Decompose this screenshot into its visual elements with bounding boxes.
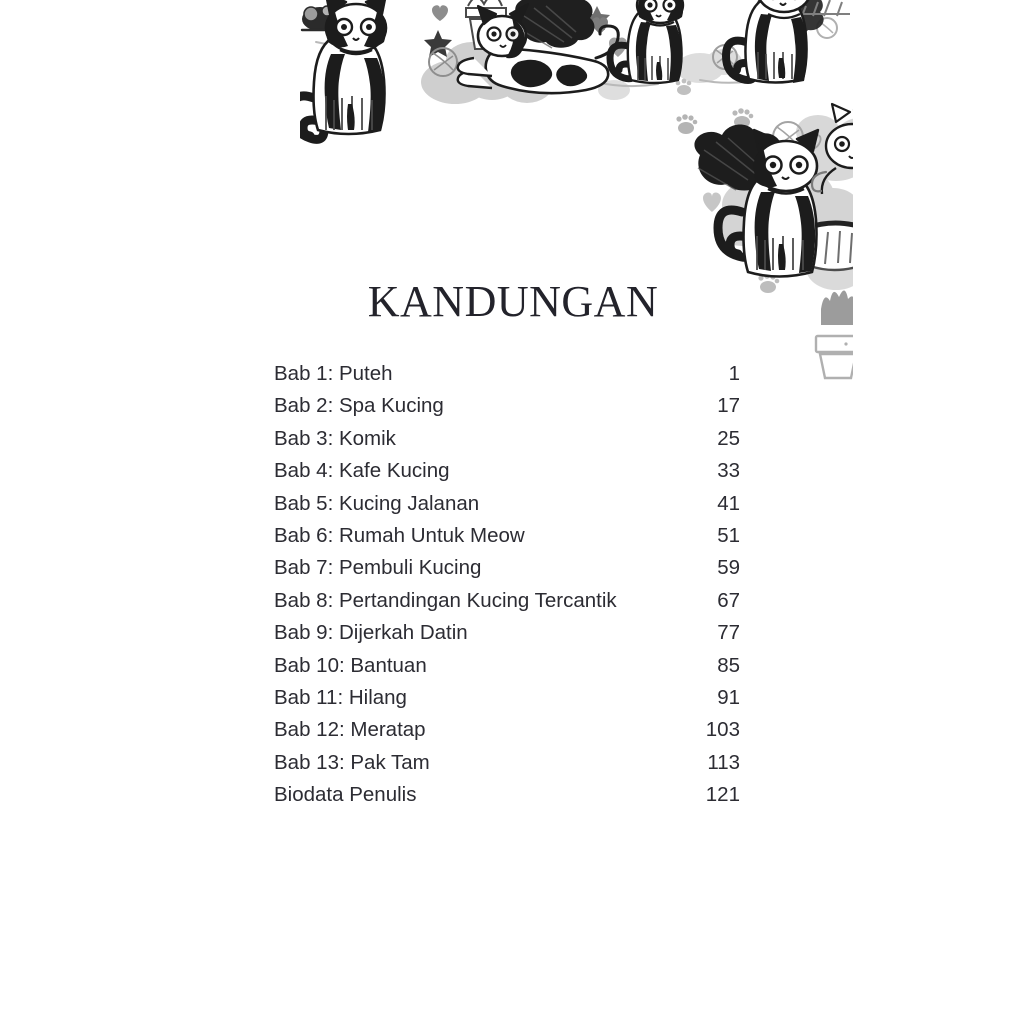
table-of-contents-list — [274, 358, 740, 811]
yarn-ball-doodle — [713, 45, 737, 69]
star-doodle — [584, 6, 610, 30]
toc-entry — [274, 520, 740, 552]
star-doodle — [424, 30, 452, 57]
toc-entry-page-number: 51 — [717, 523, 740, 547]
plant-pot-doodle — [466, 0, 506, 49]
toc-entry — [274, 779, 740, 811]
toc-entry-page-number: 17 — [717, 394, 740, 418]
toc-entry-label: Bab 7: Pembuli Kucing — [274, 556, 482, 580]
scribble-cloud-doodle — [694, 125, 783, 191]
cloud-shape — [319, 39, 553, 104]
sitting-cat-doodle — [610, 0, 684, 83]
scribble-cloud-doodle — [515, 0, 594, 48]
heart-doodle — [609, 38, 627, 57]
toc-entry — [274, 390, 740, 422]
yarn-ball-doodle — [773, 122, 821, 152]
heart-doodle — [592, 17, 608, 34]
heart-doodle — [703, 193, 721, 212]
toc-entry-page-number: 25 — [717, 426, 740, 450]
toc-entry — [274, 747, 740, 779]
toc-entry-page-number: 1 — [728, 362, 740, 385]
toc-entry-page-number: 85 — [717, 653, 740, 677]
toc-entry-page-number: 59 — [717, 556, 740, 580]
toc-entry-label: Bab 5: Kucing Jalanan — [274, 491, 480, 515]
sitting-cat-doodle — [726, 0, 810, 83]
yarn-ball-doodle — [817, 18, 837, 38]
mouse-doodle — [302, 6, 362, 31]
cat-doodle-decoration — [0, 0, 1024, 400]
toc-entry-label: Bab 12: Meratap — [274, 718, 426, 742]
toc-entry — [274, 714, 740, 746]
sitting-cat-doodle — [812, 102, 878, 194]
cushion-doodle — [806, 223, 864, 270]
toc-entry-label: Bab 11: Hilang — [274, 685, 407, 709]
paw-print-doodle — [676, 79, 692, 95]
toc-entry — [274, 682, 740, 714]
toc-entry-label: Biodata Penulis — [274, 783, 417, 807]
scribble-cloud-doodle — [757, 0, 824, 36]
paw-print-doodle — [732, 108, 753, 128]
toc-entry — [274, 552, 740, 584]
sitting-cat-doodle — [718, 130, 818, 277]
toc-entry — [274, 423, 740, 455]
toc-entry-label: Bab 3: Komik — [274, 426, 396, 450]
yarn-ball-doodle — [429, 48, 475, 76]
toc-entry-page-number: 103 — [705, 718, 740, 742]
toc-entry-label: Bab 13: Pak Tam — [274, 750, 430, 774]
toc-entry — [274, 455, 740, 487]
toc-entry — [274, 488, 740, 520]
toc-entry-label: Bab 2: Spa Kucing — [274, 394, 444, 418]
toc-entry-page-number: 91 — [717, 685, 740, 709]
toc-entry — [274, 650, 740, 682]
toc-entry-page-number: 41 — [717, 491, 740, 515]
ground-line — [316, 42, 830, 265]
heart-doodle — [432, 5, 448, 21]
star-doodle — [335, 31, 363, 58]
toc-entry-label: Bab 6: Rumah Untuk Meow — [274, 523, 525, 547]
paw-print-doodle — [676, 114, 697, 134]
page-title — [0, 278, 1024, 326]
mat-doodle — [800, 0, 850, 16]
toc-entry-page-number: 77 — [717, 621, 740, 645]
toc-entry-label: Bab 4: Kafe Kucing — [274, 459, 450, 483]
toc-entry-page-number: 67 — [717, 588, 740, 612]
cloud-shape — [796, 115, 886, 181]
lying-cat-doodle — [458, 4, 619, 93]
toc-entry-page-number: 113 — [707, 750, 740, 774]
toc-entry-label: Bab 9: Dijerkah Datin — [274, 621, 468, 645]
mat-doodle — [506, 68, 578, 84]
toc-entry-label: Bab 1: Puteh — [274, 362, 393, 385]
toc-entry-page-number: 121 — [705, 783, 740, 807]
toc-entry-label: Bab 8: Pertandingan Kucing Tercantik — [274, 588, 617, 612]
toc-entry-label: Bab 10: Bantuan — [274, 653, 427, 677]
star-doodle — [709, 145, 735, 169]
toc-entry — [274, 617, 740, 649]
page-title-text: KANDUNGAN — [367, 277, 659, 326]
sitting-cat-doodle — [292, 0, 386, 139]
toc-entry — [274, 585, 740, 617]
yarn-ball-doodle — [325, 50, 347, 72]
heart-doodle — [322, 45, 346, 69]
cloud-shape — [598, 49, 742, 100]
toc-entry — [274, 358, 740, 390]
toc-entry-page-number: 33 — [717, 459, 740, 483]
cloud-shape — [716, 158, 861, 246]
heart-doodle — [752, 137, 766, 151]
